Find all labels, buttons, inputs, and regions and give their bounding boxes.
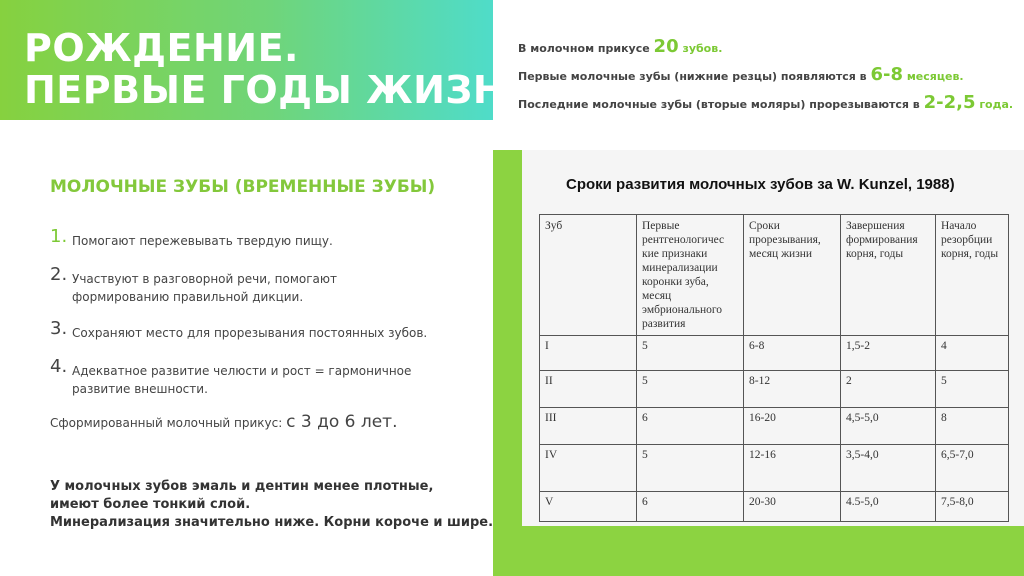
table-cell: 5 <box>936 371 1009 408</box>
table-cell: 4.5-5,0 <box>841 492 936 522</box>
fact-line-2: Первые молочные зубы (нижние резцы) появляются в 6-8 месяцев. <box>518 64 964 85</box>
table-cell: IV <box>540 445 637 492</box>
list-item-number: 1. <box>50 226 68 247</box>
column-header: Первые рентгенологичес кие признаки минерализации коронки зуба, месяц эмбрионального развития <box>637 215 744 336</box>
list-item-number: 3. <box>50 318 68 339</box>
column-header: Начало резорбции корня, годы <box>936 215 1009 336</box>
table-cell: 12-16 <box>744 445 841 492</box>
table-cell: 5 <box>637 445 744 492</box>
table-cell: 2 <box>841 371 936 408</box>
table-row <box>540 408 1009 445</box>
table-card <box>522 150 1024 526</box>
column-header: Зуб <box>540 215 637 336</box>
list-item-number: 4. <box>50 356 68 377</box>
table-cell: I <box>540 336 637 371</box>
fact-line-3: Последние молочные зубы (вторые моляры) прорезываются в 2-2,5 года. <box>518 92 1014 113</box>
table-cell: 6,5-7,0 <box>936 445 1009 492</box>
table-cell: 4 <box>936 336 1009 371</box>
list-item-text: Сохраняют место для прорезывания постоянных зубов. <box>72 326 428 340</box>
table-cell: 4,5-5,0 <box>841 408 936 445</box>
table-cell: 1,5-2 <box>841 336 936 371</box>
table-row <box>540 336 1009 371</box>
list-item-text: Адекватное развитие челюсти и рост = гармоничное развитие внешности. <box>72 364 412 396</box>
table-cell: 7,5-8,0 <box>936 492 1009 522</box>
table-cell: 20-30 <box>744 492 841 522</box>
page-title-line1: РОЖДЕНИЕ. <box>24 26 299 70</box>
table-row <box>540 445 1009 492</box>
section-title: МОЛОЧНЫЕ ЗУБЫ (ВРЕМЕННЫЕ ЗУБЫ) <box>50 177 436 197</box>
table-cell: 3,5-4,0 <box>841 445 936 492</box>
table-cell: 8-12 <box>744 371 841 408</box>
table-cell: 6 <box>637 492 744 522</box>
summary-line: Сформированный молочный прикус: с 3 до 6 лет. <box>50 412 398 432</box>
list-item-text: Помогают пережевывать твердую пищу. <box>72 234 333 248</box>
table-row <box>540 492 1009 522</box>
table-cell: 6 <box>637 408 744 445</box>
column-header: Завершения формирования корня, годы <box>841 215 936 336</box>
table-cell: 5 <box>637 336 744 371</box>
table-cell: III <box>540 408 637 445</box>
table-cell: 8 <box>936 408 1009 445</box>
title-banner <box>0 0 538 120</box>
list-item-text: Участвуют в разговорной речи, помогают формированию правильной дикции. <box>72 272 337 304</box>
column-header: Сроки прорезывания, месяц жизни <box>744 215 841 336</box>
table-cell: II <box>540 371 637 408</box>
table-header-row <box>540 215 1009 336</box>
page-title-line2: ПЕРВЫЕ ГОДЫ ЖИЗНИ <box>24 68 538 112</box>
fact-line-1: В молочном прикусе 20 зубов. <box>518 36 723 57</box>
table-cell: 16-20 <box>744 408 841 445</box>
summary-value: с 3 до 6 лет. <box>286 412 398 432</box>
table-cell: V <box>540 492 637 522</box>
table-cell: 5 <box>637 371 744 408</box>
list-item-number: 2. <box>50 264 68 285</box>
table-cell: 6-8 <box>744 336 841 371</box>
table-title: Сроки развития молочных зубов за W. Kunzel, 1988) <box>566 176 955 193</box>
bottom-note: У молочных зубов эмаль и дентин менее плотные, имеют более тонкий слой. Минерализация значительно ниже. Корни короче и шире. <box>50 479 494 530</box>
table-row <box>540 371 1009 408</box>
teeth-development-table <box>539 214 1009 522</box>
